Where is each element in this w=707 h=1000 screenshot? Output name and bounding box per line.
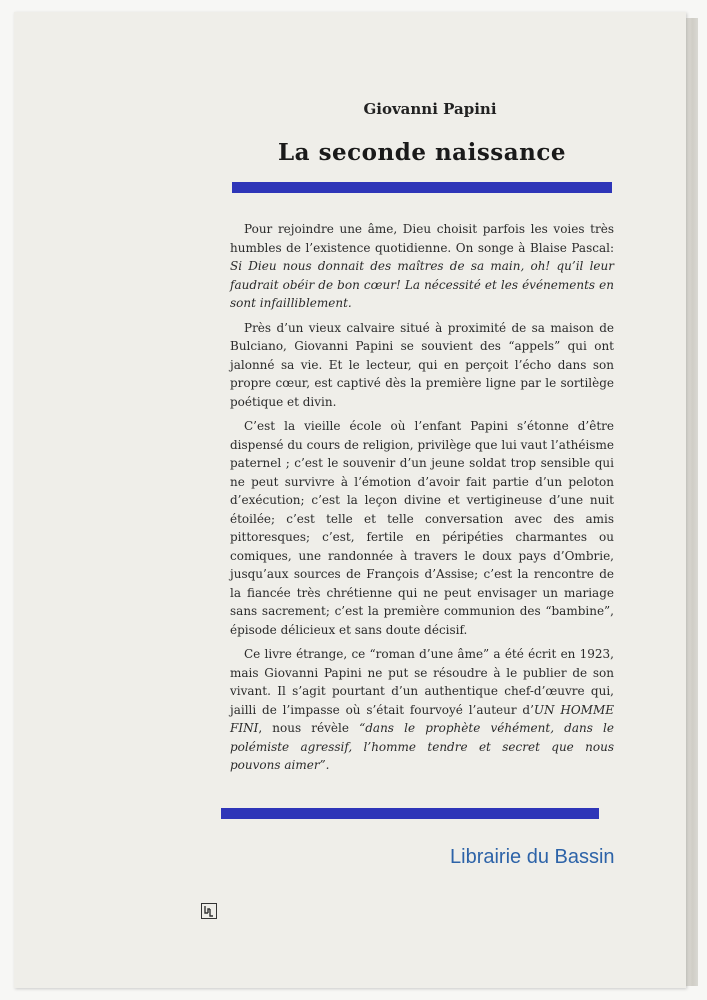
book-title: La seconde naissance	[278, 139, 566, 166]
author-name: Giovanni Papini	[363, 100, 497, 118]
paragraph-1-intro: Pour rejoindre une âme, Dieu choisit parfois les voies très humbles de l’existence quotidienne. On songe à Blaise Pascal:	[230, 222, 614, 255]
paragraph-3: C’est la vieille école où l’enfant Papini s’étonne d’être dispensé du cours de religion, privilège que lui vaut l’athéisme paternel ; c’est le souvenir d’un jeune soldat trop sensible qui ne peut survivre à l’émotion d’avoir fait partie d’un peloton d’exécution; c’est la leçon divine et vertigineuse d’une nuit étoilée; c’est telle et telle conversation avec des amis pittoresques; c’est, fertile en péripéties charmantes ou comiques, une randonnée à travers le doux pays d’Ombrie, jusqu’aux sources de François d’Assise; c’est la rencontre de la fiancée très chrétienne qui ne peut envisager un mariage sans sacrement; c’est la première communion des “bambine”, épisode délicieux et sans doute décisif.	[230, 419, 614, 637]
publisher-logo-icon	[201, 903, 217, 919]
blurb-text	[230, 220, 614, 781]
paragraph-1	[230, 220, 614, 313]
pascal-quote: Si Dieu nous donnait des maîtres de sa main, oh! qu’il leur faudrait obéir de bon cœur! La nécessité et les événements en sont infailliblement.	[230, 259, 614, 310]
top-accent-bar	[232, 182, 612, 193]
paragraph-4-middle: , nous révèle	[258, 721, 360, 735]
bottom-accent-bar	[221, 808, 599, 819]
paragraph-4-intro: Ce livre étrange, ce “roman d’une âme” a été écrit en 1923, mais Giovanni Papini ne put se résoudre à le publier de son vivant. Il s’agit pourtant d’un authentique chef-d’œuvre qui, jailli de l’impasse où s’était fourvoyé l’auteur d’	[230, 647, 614, 717]
book-spine-edge	[684, 18, 698, 986]
book-reference: UN HOMME FINI	[230, 702, 614, 735]
bookseller-watermark: Librairie du Bassin	[450, 846, 615, 868]
paragraph-2: Près d’un vieux calvaire situé à proximité de sa maison de Bulciano, Giovanni Papini se souvient des “appels” qui ont jalonné sa vie. Et le lecteur, qui en perçoit l’écho dans son propre cœur, est captivé dès la première ligne par le sortilège poétique et divin.	[230, 320, 614, 409]
paragraph-4	[230, 645, 614, 775]
closing-quote: “dans le prophète véhément, dans le polémiste agressif, l’homme tendre et secret que nous pouvons aimer”.	[230, 721, 614, 772]
